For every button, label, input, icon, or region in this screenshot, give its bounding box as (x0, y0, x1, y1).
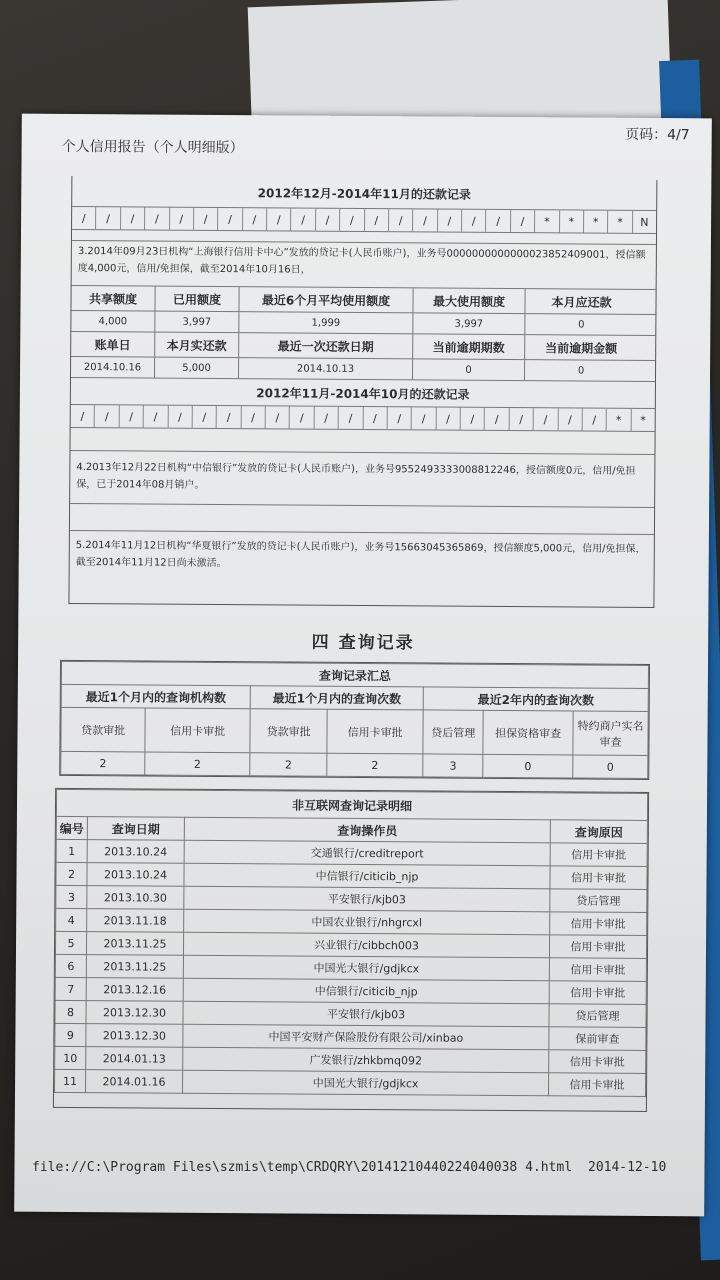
detail-cell: 保前审查 (549, 1027, 646, 1051)
detail-cell: 交通银行/creditreport (184, 840, 550, 866)
query-detail-table (53, 788, 649, 1112)
repay-mark: / (194, 208, 219, 230)
detail-cell: 2013.10.24 (87, 840, 184, 864)
detail-cell: 8 (55, 1000, 86, 1023)
detail-title: 非互联网查询记录明细 (56, 789, 647, 820)
summary-sub: 贷款审批 (250, 709, 327, 754)
card-3-table (71, 286, 656, 382)
repay-mark: / (438, 210, 463, 232)
repay-mark: / (412, 407, 437, 429)
repay-mark: / (217, 406, 242, 428)
detail-header: 查询原因 (550, 820, 647, 844)
repay-mark: / (266, 406, 291, 428)
detail-cell: 2013.12.30 (86, 1001, 183, 1025)
repay-mark: / (339, 407, 364, 429)
card-3-value: 3,997 (155, 312, 239, 333)
detail-cell: 2013.11.25 (86, 932, 183, 956)
report-page (14, 114, 712, 1217)
detail-cell: 2013.11.25 (86, 955, 183, 979)
summary-sub: 担保资格审查 (483, 710, 573, 755)
repay-mark: / (340, 209, 365, 231)
summary-value: 0 (573, 755, 648, 779)
summary-value: 3 (423, 754, 483, 777)
card-records-box (68, 176, 657, 608)
detail-cell: 贷后管理 (549, 1004, 646, 1028)
summary-sub: 信用卡审批 (327, 709, 423, 754)
card-3-value: 2014.10.16 (71, 357, 155, 378)
section-4-title: 四 查询记录 (311, 632, 415, 654)
detail-header: 查询操作员 (184, 817, 550, 843)
detail-cell: 5 (55, 931, 86, 954)
repay-record-title-1: 2012年12月-2014年11月的还款记录 (257, 185, 471, 202)
detail-cell: 3 (56, 885, 87, 908)
print-date: 2014-12-10 (588, 1160, 667, 1175)
repay-mark: * (640, 413, 646, 427)
summary-sub: 信用卡审批 (145, 708, 250, 753)
repay-mark: / (436, 408, 461, 430)
detail-cell: 信用卡审批 (549, 935, 646, 959)
repay-mark: / (583, 409, 608, 431)
detail-cell: 中信银行/citicib_njp (184, 863, 550, 889)
repay-mark: / (413, 209, 438, 231)
card-3-value: 0 (413, 359, 525, 380)
repay-mark: / (121, 207, 146, 229)
repay-mark: / (243, 208, 268, 230)
repay-mark: / (461, 408, 486, 430)
summary-value: 2 (250, 753, 327, 777)
repay-mark: * (535, 210, 560, 232)
repay-mark: * (584, 211, 609, 233)
repay-mark: / (509, 408, 534, 430)
summary-sub: 特约商户实名审查 (573, 711, 648, 756)
repay-mark: / (267, 208, 292, 230)
summary-value: 0 (483, 754, 573, 778)
repay-mark: / (145, 207, 170, 229)
table-row (55, 1069, 646, 1096)
card-3-value: 4,000 (71, 311, 155, 332)
repay-mark: / (193, 406, 218, 428)
detail-cell: 中国光大银行/gdjkcx (183, 955, 549, 981)
detail-cell: 1 (56, 839, 87, 862)
repay-mark: / (119, 405, 144, 427)
repay-mark: / (168, 406, 193, 428)
detail-cell: 信用卡审批 (550, 866, 647, 890)
detail-cell: 中国光大银行/gdjkcx (183, 1070, 549, 1096)
repay-record-title-2: 2012年11月-2014年10月的还款记录 (71, 378, 655, 409)
detail-cell: 中信银行/citicib_njp (183, 978, 549, 1004)
card-3-header: 当前逾期金额 (545, 340, 618, 356)
summary-group-1: 最近1个月内的查询机构数 (61, 684, 250, 708)
detail-cell: 2013.10.24 (87, 863, 184, 887)
detail-cell: 平安银行/kjb03 (183, 1001, 549, 1027)
repay-mark: / (241, 406, 266, 428)
page-number: 页码：4/7 (625, 126, 690, 144)
repay-mark: / (218, 208, 243, 230)
repay-mark: / (365, 209, 390, 231)
detail-cell: 信用卡审批 (550, 912, 647, 936)
detail-cell: 2013.11.18 (87, 909, 184, 933)
repay-mark: / (291, 208, 316, 230)
detail-cell: 信用卡审批 (549, 1050, 646, 1074)
repay-mark: / (462, 210, 487, 232)
card-3-header: 账单日 (71, 332, 155, 357)
card-3-value: 2014.10.13 (239, 358, 413, 379)
detail-cell: 4 (56, 908, 87, 931)
repay-mark: / (389, 209, 414, 231)
repay-mark: / (486, 210, 511, 232)
summary-sub: 贷款审批 (61, 707, 146, 752)
detail-cell: 10 (55, 1046, 86, 1069)
detail-cell: 2013.12.16 (86, 978, 183, 1002)
card-3-value: 0 (577, 364, 585, 377)
detail-cell: 2014.01.13 (86, 1047, 183, 1071)
repay-mark: / (388, 407, 413, 429)
detail-cell: 9 (55, 1023, 86, 1046)
detail-header: 编号 (56, 816, 87, 839)
summary-value: 2 (145, 752, 250, 776)
card-3-header: 当前逾期期数 (413, 334, 525, 359)
detail-cell: 广发银行/zhkbmq092 (183, 1047, 549, 1073)
card-5-description: 5.2014年11月12日机构“华夏银行”发放的贷记卡(人民币账户)，业务号15663045365869，授信额度5,000元，信用/免担保，截至2014年11月12日尚未激活。 (75, 539, 646, 570)
repay-mark: / (170, 208, 195, 230)
repay-mark: / (95, 405, 120, 427)
detail-cell: 信用卡审批 (549, 981, 646, 1005)
detail-cell: 2014.01.16 (86, 1070, 183, 1094)
card-3-header: 共享额度 (71, 286, 155, 311)
card-3-value: 0 (578, 318, 585, 331)
summary-group-2: 最近1个月内的查询次数 (250, 686, 423, 710)
detail-cell: 信用卡审批 (549, 958, 646, 982)
detail-cell: 2013.10.30 (87, 886, 184, 910)
file-path: file://C:\Program Files\szmis\temp\CRDQRY\20141210440224040038 4.html (32, 1160, 573, 1175)
repay-mark: * (608, 211, 633, 233)
card-3-header: 本月应还款 (551, 294, 612, 310)
report-title: 个人信用报告（个人明细版） (61, 138, 244, 157)
card-4-description: 4.2013年12月22日机构“中信银行”发放的贷记卡(人民币账户)，业务号9552493333008812246，授信额度0元，信用/免担保，已于2014年08月销户。 (70, 451, 654, 508)
repay-mark: / (511, 210, 536, 232)
repay-mark: / (534, 408, 559, 430)
detail-cell: 信用卡审批 (548, 1073, 645, 1097)
repay-mark: / (144, 405, 169, 427)
detail-cell: 兴业银行/cibbch003 (183, 932, 549, 958)
card-3-header: 最近6个月平均使用额度 (239, 287, 413, 312)
detail-cell: 11 (55, 1069, 86, 1092)
card-3-header: 已用额度 (155, 287, 239, 312)
detail-header: 查询日期 (87, 817, 184, 841)
detail-cell: 2013.12.30 (86, 1024, 183, 1048)
detail-cell: 平安银行/kjb03 (184, 886, 550, 912)
repay-mark: / (485, 408, 510, 430)
detail-cell: 贷后管理 (550, 889, 647, 913)
detail-cell: 7 (55, 977, 86, 1000)
summary-title: 查询记录汇总 (61, 661, 648, 688)
repay-mark: / (316, 209, 341, 231)
repay-mark: / (558, 408, 583, 430)
detail-cell: 中国平安财产保险股份有限公司/xinbao (183, 1024, 549, 1050)
summary-group-3: 最近2年内的查询次数 (423, 687, 648, 712)
card-3-header: 最近一次还款日期 (239, 333, 413, 358)
repay-mark: / (96, 207, 121, 229)
detail-cell: 信用卡审批 (550, 843, 647, 867)
detail-cell: 6 (55, 954, 86, 977)
repay-mark: N (640, 215, 649, 229)
repay-mark: / (290, 406, 315, 428)
summary-value: 2 (61, 751, 145, 775)
repay-mark: / (71, 405, 96, 427)
repay-mark: / (72, 207, 97, 229)
repay-mark: / (314, 407, 339, 429)
repay-mark: / (363, 407, 388, 429)
repay-mark: * (560, 210, 585, 232)
summary-value: 2 (327, 753, 423, 777)
detail-cell: 2 (56, 862, 87, 885)
card-3-description: 3.2014年09月23日机构“上海银行信用卡中心”发放的贷记卡(人民币账户)，业务号0000000000000023852409001，授信额度4,000元，信用/免担保，截至2014年10月16日， (72, 241, 656, 290)
repay-mark: * (607, 409, 632, 431)
query-summary-table (59, 660, 650, 780)
card-3-header: 最大使用额度 (413, 288, 525, 313)
card-3-value: 3,997 (413, 313, 525, 334)
card-3-header: 本月实还款 (155, 333, 239, 358)
card-3-value: 5,000 (155, 358, 239, 379)
card-3-value: 1,999 (239, 312, 413, 333)
summary-sub: 贷后管理 (423, 710, 483, 754)
detail-cell: 中国农业银行/nhgrcxl (184, 909, 550, 935)
